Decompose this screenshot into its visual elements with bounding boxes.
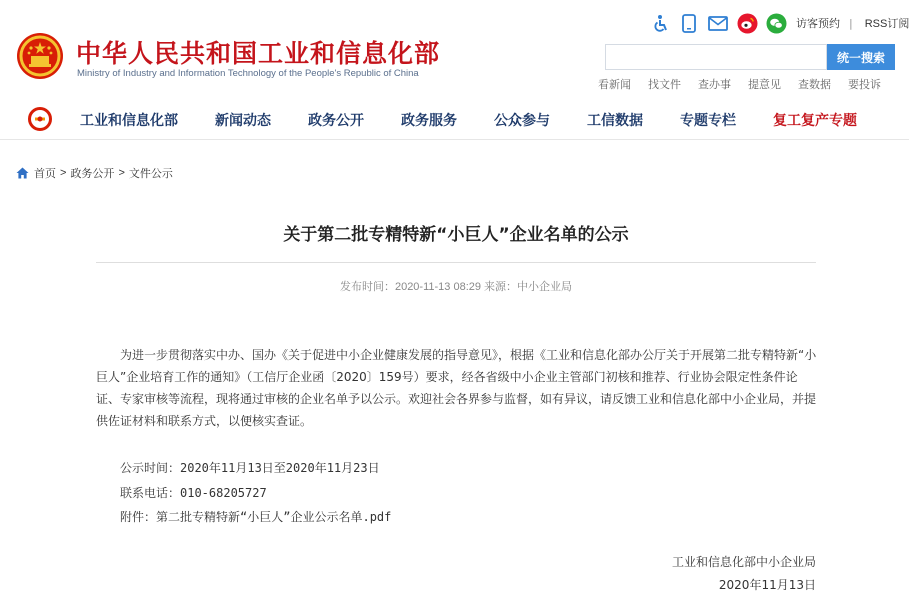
article-body: 为进一步贯彻落实中办、国办《关于促进中小企业健康发展的指导意见》，根据《工业和信息化部办公厅关于开展第二批专精特新“小巨人”企业培育工作的通知》（工信厅企业函〔2020〕159号）要求，经各省级中小企业主管部门初核和推荐、行业协会限定性条件论证、专家审核等流程，现将通过审核的企业名单予以公示。欢迎社会各界参与监督，如有异议，请反馈工业和信息化部中小企业局，并提供佐证材料和联系方式，以便核实查证。 xyxy=(96,348,817,428)
signature: 工业和信息化部中小企业局 xyxy=(671,555,816,569)
home-icon[interactable] xyxy=(16,167,29,179)
breadcrumb-separator: > xyxy=(60,167,67,179)
attachment-label: 附件： xyxy=(120,510,157,524)
wechat-icon[interactable] xyxy=(764,12,788,34)
article-title: 关于第二批专精特新“小巨人”企业名单的公示 xyxy=(283,225,629,245)
site-title[interactable]: 中华人民共和国工业和信息化部 xyxy=(76,39,441,68)
notice-period: 公示时间：2020年11月13日至2020年11月23日 xyxy=(120,461,380,475)
quick-link-news[interactable]: 看新闻 xyxy=(598,79,631,91)
nav-item-data[interactable]: 工信数据 xyxy=(587,113,643,129)
nav-item-resumption[interactable]: 复工复产专题 xyxy=(773,113,857,129)
breadcrumb-separator: > xyxy=(118,167,125,179)
contact-phone: 联系电话：010-68205727 xyxy=(120,486,267,500)
site-header xyxy=(0,0,909,100)
article-meta: 发布时间：2020-11-13 08:29 来源：中小企业局 xyxy=(339,281,573,293)
quick-link-services[interactable]: 查办事 xyxy=(698,79,731,91)
ministry-logo-icon[interactable] xyxy=(28,107,52,131)
nav-item-news[interactable]: 新闻动态 xyxy=(215,113,271,129)
breadcrumb-home[interactable]: 首页 xyxy=(34,168,56,180)
nav-item-ministry[interactable]: 工业和信息化部 xyxy=(80,113,178,129)
quick-link-feedback[interactable]: 提意见 xyxy=(748,79,781,91)
breadcrumb-public-affairs[interactable]: 政务公开 xyxy=(70,168,115,180)
breadcrumb xyxy=(16,165,173,181)
site-subtitle: Ministry of Industry and Information Technology of the People's Republic of China xyxy=(77,68,419,79)
search-button[interactable]: 统一搜索 xyxy=(827,44,895,70)
visit-appointment-link[interactable]: 访客预约 xyxy=(796,18,840,30)
mobile-icon[interactable] xyxy=(677,12,701,34)
nav-item-topics[interactable]: 专题专栏 xyxy=(680,113,736,129)
top-toolbar xyxy=(648,12,909,34)
quick-link-complaint[interactable]: 要投诉 xyxy=(848,79,881,91)
quick-links xyxy=(598,76,898,92)
attachment-link[interactable]: 第二批专精特新“小巨人”企业公示名单.pdf xyxy=(156,510,392,524)
rss-link[interactable]: RSS订阅 xyxy=(864,18,909,30)
quick-link-data[interactable]: 查数据 xyxy=(798,79,831,91)
national-emblem-icon[interactable] xyxy=(16,32,64,80)
nav-item-services[interactable]: 政务服务 xyxy=(401,113,457,129)
quick-link-files[interactable]: 找文件 xyxy=(648,79,681,91)
accessibility-icon[interactable] xyxy=(648,12,672,34)
breadcrumb-file-notice[interactable]: 文件公示 xyxy=(128,168,173,180)
toolbar-separator: | xyxy=(849,16,853,30)
nav-item-participation[interactable]: 公众参与 xyxy=(494,113,550,129)
attachment-row xyxy=(120,508,391,525)
mail-icon[interactable] xyxy=(706,12,730,34)
signature-date: 2020年11月13日 xyxy=(718,578,816,592)
main-nav xyxy=(0,98,909,140)
title-divider xyxy=(96,262,816,263)
search-input[interactable] xyxy=(605,44,827,70)
weibo-icon[interactable] xyxy=(735,12,759,34)
nav-item-public-affairs[interactable]: 政务公开 xyxy=(308,113,364,129)
